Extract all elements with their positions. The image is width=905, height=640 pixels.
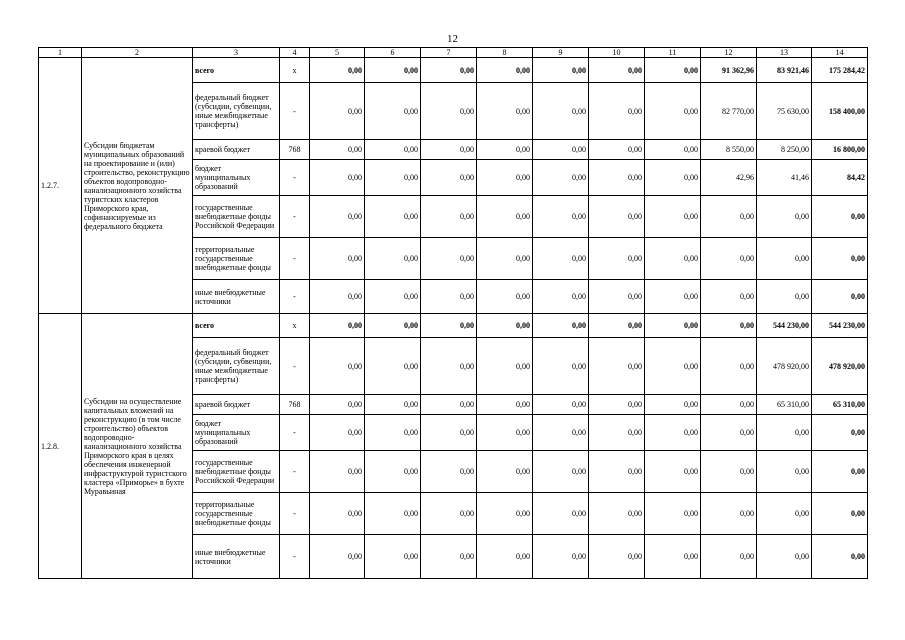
amount-cell: 0,00 [310, 238, 365, 280]
amount-cell: 0,00 [589, 58, 645, 83]
amount-cell: 0,00 [310, 140, 365, 160]
header-row [39, 48, 868, 58]
funding-source: государственные внебюджетные фонды Российской Федерации [193, 451, 280, 493]
item-name: Субсидии на осуществление капитальных вложений на реконструкцию (в том числе строительство) объектов водопроводно-канализационного хозяйства Приморского края в целях обеспечения инженерной инфраструктурой туристского кластера «Приморье» в бухте Муравьиная [82, 314, 193, 579]
amount-cell: 0,00 [757, 493, 812, 535]
amount-cell: 0,00 [533, 415, 589, 451]
amount-cell: 65 310,00 [757, 395, 812, 415]
header-cell: 5 [310, 48, 365, 58]
header-cell: 9 [533, 48, 589, 58]
amount-cell: 0,00 [533, 83, 589, 140]
amount-cell: 0,00 [477, 415, 533, 451]
amount-cell: 0,00 [477, 238, 533, 280]
admin-code: - [280, 535, 310, 579]
amount-cell: 544 230,00 [757, 314, 812, 338]
header-cell: 1 [39, 48, 82, 58]
amount-cell: 0,00 [421, 83, 477, 140]
amount-cell: 0,00 [589, 83, 645, 140]
amount-cell: 75 630,00 [757, 83, 812, 140]
amount-cell: 0,00 [421, 395, 477, 415]
amount-cell: 8 250,00 [757, 140, 812, 160]
amount-cell: 16 800,00 [812, 140, 868, 160]
admin-code: - [280, 451, 310, 493]
amount-cell: 0,00 [589, 238, 645, 280]
admin-code: 768 [280, 395, 310, 415]
amount-cell: 0,00 [645, 238, 701, 280]
admin-code: х [280, 58, 310, 83]
amount-cell: 0,00 [533, 58, 589, 83]
amount-cell: 0,00 [533, 280, 589, 314]
amount-cell: 0,00 [477, 196, 533, 238]
amount-cell: 0,00 [757, 280, 812, 314]
amount-cell: 42,96 [701, 160, 757, 196]
amount-cell: 0,00 [477, 395, 533, 415]
amount-cell: 0,00 [365, 196, 421, 238]
amount-cell: 0,00 [365, 140, 421, 160]
amount-cell: 0,00 [421, 238, 477, 280]
admin-code: - [280, 415, 310, 451]
funding-source: территориальные государственные внебюджетные фонды [193, 493, 280, 535]
amount-cell: 0,00 [421, 58, 477, 83]
amount-cell: 0,00 [310, 280, 365, 314]
amount-cell: 158 400,00 [812, 83, 868, 140]
funding-source: всего [193, 314, 280, 338]
amount-cell: 0,00 [310, 58, 365, 83]
amount-cell: 0,00 [757, 415, 812, 451]
amount-cell: 0,00 [812, 238, 868, 280]
amount-cell: 0,00 [477, 535, 533, 579]
amount-cell: 0,00 [645, 140, 701, 160]
amount-cell: 0,00 [645, 451, 701, 493]
page-number: 12 [447, 33, 458, 45]
amount-cell: 0,00 [365, 451, 421, 493]
amount-cell: 0,00 [533, 451, 589, 493]
amount-cell: 0,00 [533, 140, 589, 160]
amount-cell: 0,00 [477, 58, 533, 83]
amount-cell: 0,00 [533, 395, 589, 415]
header-cell: 12 [701, 48, 757, 58]
admin-code: - [280, 338, 310, 395]
funding-source: иные внебюджетные источники [193, 280, 280, 314]
amount-cell: 0,00 [533, 160, 589, 196]
amount-cell: 0,00 [757, 196, 812, 238]
funding-source: территориальные государственные внебюджетные фонды [193, 238, 280, 280]
amount-cell: 0,00 [757, 535, 812, 579]
amount-cell: 0,00 [310, 493, 365, 535]
amount-cell: 0,00 [589, 451, 645, 493]
amount-cell: 0,00 [645, 415, 701, 451]
amount-cell: 0,00 [365, 395, 421, 415]
funding-source: федеральный бюджет (субсидии, субвенции, иные межбюджетные трансферты) [193, 338, 280, 395]
header-cell: 8 [477, 48, 533, 58]
amount-cell: 0,00 [477, 160, 533, 196]
amount-cell: 0,00 [365, 338, 421, 395]
amount-cell: 0,00 [589, 338, 645, 395]
header-cell: 10 [589, 48, 645, 58]
amount-cell: 0,00 [645, 58, 701, 83]
funding-source: всего [193, 58, 280, 83]
amount-cell: 0,00 [310, 338, 365, 395]
header-cell: 7 [421, 48, 477, 58]
amount-cell: 478 920,00 [812, 338, 868, 395]
amount-cell: 0,00 [589, 196, 645, 238]
amount-cell: 0,00 [365, 58, 421, 83]
amount-cell: 0,00 [310, 395, 365, 415]
amount-cell: 0,00 [310, 451, 365, 493]
amount-cell: 0,00 [421, 535, 477, 579]
amount-cell: 0,00 [533, 493, 589, 535]
amount-cell: 0,00 [310, 196, 365, 238]
header-cell: 3 [193, 48, 280, 58]
amount-cell: 0,00 [701, 238, 757, 280]
amount-cell: 0,00 [701, 314, 757, 338]
admin-code: - [280, 493, 310, 535]
amount-cell: 0,00 [365, 238, 421, 280]
amount-cell: 544 230,00 [812, 314, 868, 338]
amount-cell: 0,00 [533, 314, 589, 338]
amount-cell: 0,00 [701, 493, 757, 535]
amount-cell: 0,00 [645, 395, 701, 415]
amount-cell: 0,00 [477, 493, 533, 535]
header-cell: 4 [280, 48, 310, 58]
amount-cell: 0,00 [589, 314, 645, 338]
amount-cell: 0,00 [645, 535, 701, 579]
amount-cell: 0,00 [701, 535, 757, 579]
amount-cell: 0,00 [645, 338, 701, 395]
header-cell: 2 [82, 48, 193, 58]
amount-cell: 0,00 [365, 314, 421, 338]
amount-cell: 0,00 [421, 493, 477, 535]
amount-cell: 0,00 [645, 493, 701, 535]
amount-cell: 0,00 [477, 314, 533, 338]
amount-cell: 0,00 [812, 280, 868, 314]
amount-cell: 0,00 [589, 280, 645, 314]
amount-cell: 0,00 [477, 280, 533, 314]
amount-cell: 0,00 [533, 238, 589, 280]
amount-cell: 0,00 [421, 415, 477, 451]
funding-source: федеральный бюджет (субсидии, субвенции, иные межбюджетные трансферты) [193, 83, 280, 140]
amount-cell: 0,00 [645, 314, 701, 338]
amount-cell: 0,00 [533, 196, 589, 238]
amount-cell: 0,00 [701, 338, 757, 395]
amount-cell: 0,00 [365, 280, 421, 314]
amount-cell: 0,00 [589, 415, 645, 451]
admin-code: 768 [280, 140, 310, 160]
table-body [39, 48, 868, 579]
amount-cell: 0,00 [701, 196, 757, 238]
amount-cell: 0,00 [365, 415, 421, 451]
amount-cell: 91 362,96 [701, 58, 757, 83]
admin-code: - [280, 196, 310, 238]
amount-cell: 0,00 [477, 451, 533, 493]
amount-cell: 0,00 [421, 196, 477, 238]
header-cell: 13 [757, 48, 812, 58]
funding-source: краевой бюджет [193, 140, 280, 160]
amount-cell: 41,46 [757, 160, 812, 196]
admin-code: х [280, 314, 310, 338]
amount-cell: 0,00 [365, 83, 421, 140]
amount-cell: 0,00 [310, 314, 365, 338]
amount-cell: 0,00 [365, 535, 421, 579]
amount-cell: 0,00 [757, 238, 812, 280]
admin-code: - [280, 238, 310, 280]
funding-source: бюджет муниципальных образований [193, 415, 280, 451]
amount-cell: 0,00 [645, 83, 701, 140]
amount-cell: 0,00 [589, 493, 645, 535]
funding-source: краевой бюджет [193, 395, 280, 415]
amount-cell: 0,00 [812, 415, 868, 451]
amount-cell: 0,00 [310, 415, 365, 451]
amount-cell: 478 920,00 [757, 338, 812, 395]
amount-cell: 0,00 [701, 451, 757, 493]
amount-cell: 0,00 [645, 280, 701, 314]
header-cell: 14 [812, 48, 868, 58]
amount-cell: 0,00 [812, 196, 868, 238]
amount-cell: 0,00 [477, 338, 533, 395]
item-code: 1.2.8. [39, 314, 82, 579]
amount-cell: 0,00 [421, 140, 477, 160]
amount-cell: 0,00 [365, 160, 421, 196]
amount-cell: 0,00 [310, 535, 365, 579]
item-name: Субсидии бюджетам муниципальных образований на проектирование и (или) строительство, реконструкцию объектов водопроводно-канализационного хозяйства туристских кластеров Приморского края, софинансируемые из федерального бюджета [82, 58, 193, 314]
amount-cell: 0,00 [477, 83, 533, 140]
amount-cell: 0,00 [812, 451, 868, 493]
amount-cell: 0,00 [757, 451, 812, 493]
amount-cell: 0,00 [701, 280, 757, 314]
admin-code: - [280, 280, 310, 314]
amount-cell: 0,00 [812, 493, 868, 535]
amount-cell: 0,00 [365, 493, 421, 535]
amount-cell: 0,00 [589, 140, 645, 160]
amount-cell: 175 284,42 [812, 58, 868, 83]
amount-cell: 0,00 [701, 395, 757, 415]
funding-source: бюджет муниципальных образований [193, 160, 280, 196]
amount-cell: 0,00 [645, 160, 701, 196]
amount-cell: 0,00 [533, 338, 589, 395]
item-code: 1.2.7. [39, 58, 82, 314]
table-row [39, 58, 868, 83]
amount-cell: 0,00 [645, 196, 701, 238]
amount-cell: 0,00 [589, 535, 645, 579]
table-row [39, 314, 868, 338]
amount-cell: 84,42 [812, 160, 868, 196]
amount-cell: 8 550,00 [701, 140, 757, 160]
funding-source: иные внебюджетные источники [193, 535, 280, 579]
header-cell: 6 [365, 48, 421, 58]
amount-cell: 0,00 [421, 338, 477, 395]
amount-cell: 0,00 [310, 83, 365, 140]
amount-cell: 0,00 [533, 535, 589, 579]
header-cell: 11 [645, 48, 701, 58]
amount-cell: 0,00 [421, 451, 477, 493]
amount-cell: 65 310,00 [812, 395, 868, 415]
amount-cell: 83 921,46 [757, 58, 812, 83]
amount-cell: 0,00 [812, 535, 868, 579]
amount-cell: 0,00 [421, 160, 477, 196]
amount-cell: 0,00 [701, 415, 757, 451]
amount-cell: 0,00 [421, 314, 477, 338]
amount-cell: 0,00 [421, 280, 477, 314]
amount-cell: 0,00 [477, 140, 533, 160]
amount-cell: 0,00 [589, 160, 645, 196]
admin-code: - [280, 83, 310, 140]
amount-cell: 0,00 [310, 160, 365, 196]
budget-table [38, 47, 868, 579]
amount-cell: 0,00 [589, 395, 645, 415]
amount-cell: 82 770,00 [701, 83, 757, 140]
admin-code: - [280, 160, 310, 196]
funding-source: государственные внебюджетные фонды Российской Федерации [193, 196, 280, 238]
